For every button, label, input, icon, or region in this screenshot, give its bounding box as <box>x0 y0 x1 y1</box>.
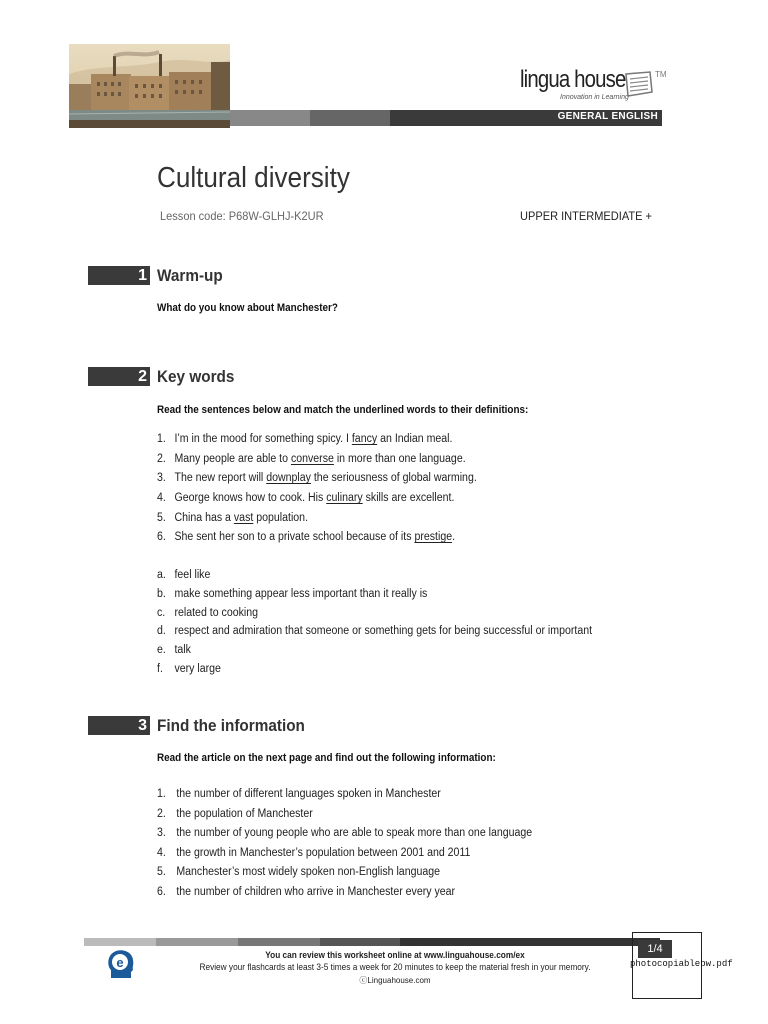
list-item: 5. China has a vast population. <box>157 511 309 524</box>
footer-band-5 <box>400 938 660 946</box>
section-1-title: Warm-up <box>157 266 223 285</box>
key-words-sentences <box>157 433 505 551</box>
list-item: 3. the number of young people who are able to speak more than one language <box>157 827 533 840</box>
svg-text:e: e <box>116 955 124 970</box>
list-item: 4. George knows how to cook. His culinary skills are excellent. <box>157 492 455 505</box>
list-item: 2. the population of Manchester <box>157 807 313 820</box>
list-item: 3. The new report will downplay the seriousness of global warming. <box>157 472 477 485</box>
list-item: 2. Many people are able to converse in more than one language. <box>157 452 466 465</box>
section-1-number: 1 <box>88 266 150 285</box>
list-item: 4. the growth in Manchester’s population between 2001 and 2011 <box>157 846 471 859</box>
footer-band-3 <box>238 938 320 946</box>
underlined-word: culinary <box>326 492 363 505</box>
logo-tagline: Innovation in Learning <box>560 94 629 101</box>
section-1-instruction: What do you know about Manchester? <box>157 302 338 314</box>
footer-copyright: ⓒLinguahouse.com <box>359 976 431 985</box>
header-image <box>69 44 230 128</box>
section-3-instruction: Read the article on the next page and find out the following information: <box>157 752 496 764</box>
list-item: b. make something appear less important than it really is <box>157 587 428 600</box>
book-logo-icon <box>624 70 654 100</box>
footer-review-online: You can review this worksheet online at www.linguahouse.com/ex <box>265 950 525 960</box>
level-label: UPPER INTERMEDIATE + <box>520 209 652 223</box>
underlined-word: prestige <box>414 531 453 544</box>
list-item: c. related to cooking <box>157 606 259 619</box>
section-2-number: 2 <box>88 367 150 386</box>
logo-trademark: TM <box>655 70 667 79</box>
underlined-word: downplay <box>266 472 311 485</box>
logo-name: lingua house <box>520 66 626 93</box>
section-3-number: 3 <box>88 716 150 735</box>
list-item: e. talk <box>157 644 191 657</box>
underlined-word: fancy <box>351 433 378 445</box>
list-item: 6. the number of children who arrive in Manchester every year <box>157 885 456 898</box>
footer-filename: photocopiablebw.pdf <box>630 959 733 969</box>
footer-band-1 <box>84 938 156 946</box>
list-item: 6. She sent her son to a private school because of its prestige. <box>157 531 456 544</box>
lesson-code: Lesson code: P68W-GLHJ-K2UR <box>160 209 324 223</box>
section-3-title: Find the information <box>157 716 305 735</box>
page-title: Cultural diversity <box>157 162 350 194</box>
key-words-definitions <box>157 569 630 682</box>
head-e-logo-icon <box>106 948 136 984</box>
footer-band-4 <box>320 938 400 946</box>
list-item: 1. I’m in the mood for something spicy. I fancy an Indian meal. <box>157 433 453 445</box>
underlined-word: vast <box>233 511 254 524</box>
category-label: GENERAL ENGLISH <box>557 111 658 122</box>
footer-flashcards-tip: Review your flashcards at least 3-5 times a week for 20 minutes to keep the material fresh in your memory. <box>199 962 591 972</box>
list-item: d. respect and admiration that someone or something gets for being successful or important <box>157 625 593 638</box>
list-item: 1. the number of different languages spoken in Manchester <box>157 788 441 800</box>
list-item: f. very large <box>157 662 221 675</box>
section-2-instruction: Read the sentences below and match the underlined words to their definitions: <box>157 404 529 416</box>
find-information-list <box>157 788 565 906</box>
list-item: a. feel like <box>157 569 211 581</box>
underlined-word: converse <box>290 452 334 465</box>
list-item: 5. Manchester’s most widely spoken non-English language <box>157 866 441 879</box>
footer-band-2 <box>156 938 238 946</box>
section-2-title: Key words <box>157 367 235 386</box>
header-band-mid <box>310 110 390 126</box>
page-number: 1/4 <box>638 940 672 958</box>
header-band-light <box>230 110 310 126</box>
